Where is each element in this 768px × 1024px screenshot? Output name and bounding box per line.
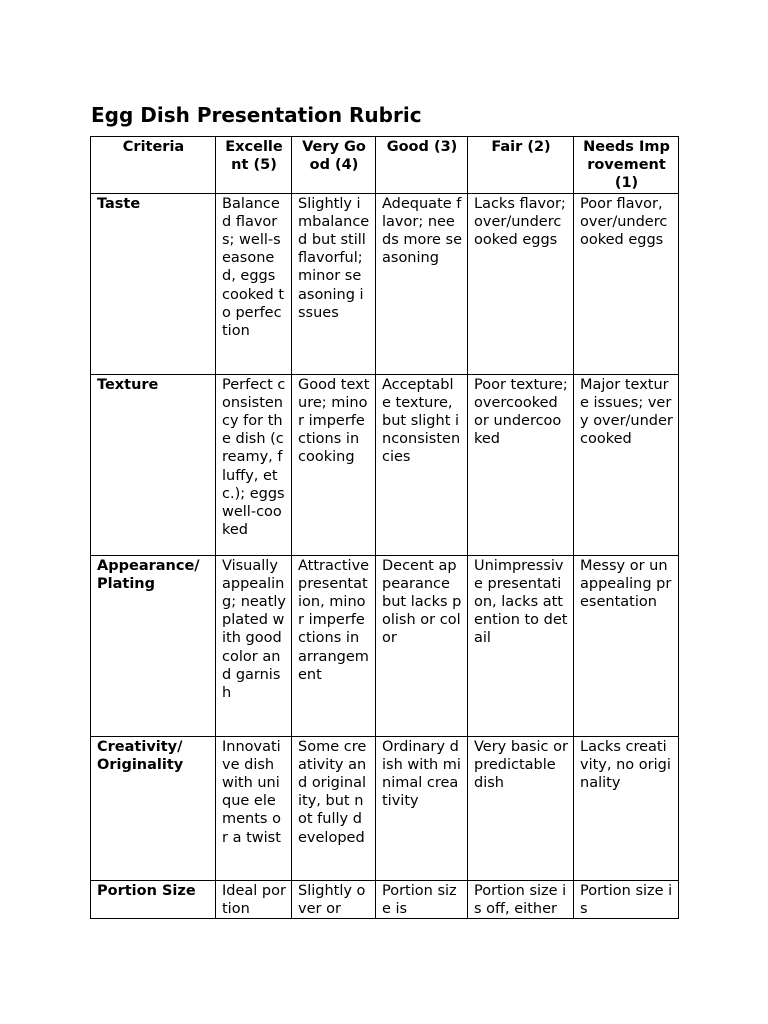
column-header: Fair (2) <box>468 137 574 194</box>
rubric-table <box>90 136 679 919</box>
table-cell: Portion size is <box>574 880 679 918</box>
table-cell: Lacks flavor; over/undercooked eggs <box>468 193 574 374</box>
table-cell: Adequate flavor; needs more seasoning <box>376 193 468 374</box>
table-cell: Major texture issues; very over/undercooked <box>574 374 679 555</box>
table-cell: Some creativity and originality, but not fully developed <box>292 736 376 880</box>
table-row <box>91 555 679 736</box>
table-cell: Portion size is <box>376 880 468 918</box>
table-row <box>91 193 679 374</box>
column-header: Criteria <box>91 137 216 194</box>
column-header: Needs Improvement (1) <box>574 137 679 194</box>
table-cell: Portion size is off, either <box>468 880 574 918</box>
table-cell: Visually appealing; neatly plated with good color and garnish <box>216 555 292 736</box>
table-cell: Perfect consistency for the dish (creamy, fluffy, etc.); eggs well-cooked <box>216 374 292 555</box>
table-header-row <box>91 137 679 194</box>
table-cell: Poor texture; overcooked or undercooked <box>468 374 574 555</box>
criterion-cell: Texture <box>91 374 216 555</box>
page-title: Egg Dish Presentation Rubric <box>91 103 422 127</box>
table-cell: Innovative dish with unique elements or a twist <box>216 736 292 880</box>
criterion-cell: Appearance/ Plating <box>91 555 216 736</box>
table-cell: Acceptable texture, but slight inconsistencies <box>376 374 468 555</box>
column-header: Excellent (5) <box>216 137 292 194</box>
table-cell: Balanced flavors; well-seasoned, eggs cooked to perfection <box>216 193 292 374</box>
table-cell: Attractive presentation, minor imperfections in arrangement <box>292 555 376 736</box>
table-cell: Very basic or predictable dish <box>468 736 574 880</box>
table-row <box>91 880 679 918</box>
table-cell: Ideal portion <box>216 880 292 918</box>
table-cell: Decent appearance but lacks polish or color <box>376 555 468 736</box>
column-header: Very Good (4) <box>292 137 376 194</box>
criterion-cell: Portion Size <box>91 880 216 918</box>
criterion-cell: Creativity/ Originality <box>91 736 216 880</box>
table-cell: Good texture; minor imperfections in cooking <box>292 374 376 555</box>
table-cell: Slightly over or <box>292 880 376 918</box>
table-cell: Unimpressive presentation, lacks attention to detail <box>468 555 574 736</box>
criterion-cell: Taste <box>91 193 216 374</box>
table-cell: Slightly imbalanced but still flavorful; minor seasoning issues <box>292 193 376 374</box>
table-cell: Poor flavor, over/undercooked eggs <box>574 193 679 374</box>
column-header: Good (3) <box>376 137 468 194</box>
table-row <box>91 374 679 555</box>
table-cell: Messy or unappealing presentation <box>574 555 679 736</box>
table-row <box>91 736 679 880</box>
table-cell: Ordinary dish with minimal creativity <box>376 736 468 880</box>
table-cell: Lacks creativity, no originality <box>574 736 679 880</box>
